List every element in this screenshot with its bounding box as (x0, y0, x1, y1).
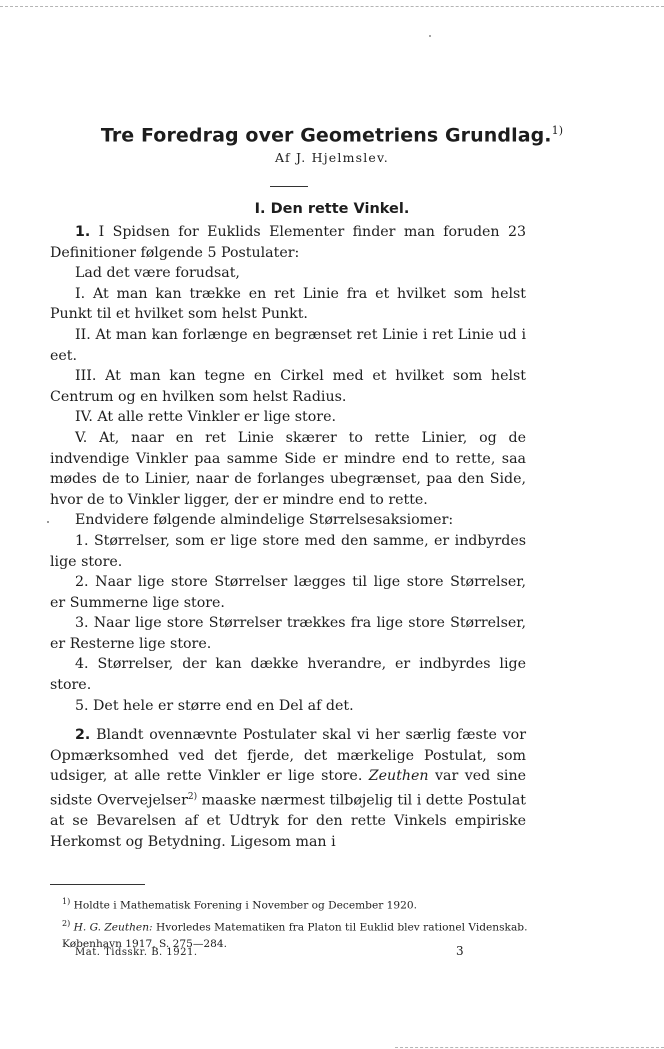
axioms-lead: Endvidere følgende almindelige Størrelsesaksiomer: (75, 512, 454, 529)
footnote-text: Holdte i Mathematisk Forening i November og December 1920. (73, 899, 417, 912)
footnote-author: H. G. Zeuthen: (73, 921, 153, 934)
footnote-mark: 1) (62, 897, 71, 906)
footnote-divider (50, 884, 145, 885)
scan-edge-bottom (395, 1047, 664, 1048)
page-number: 3 (456, 944, 464, 958)
paragraph-2 (50, 725, 526, 852)
postulate-item: IV. At alle rette Vinkler er lige store. (75, 409, 336, 426)
title-divider (270, 186, 308, 187)
axiom-item: 2. Naar lige store Størrelser lægges til lige store Størrelser, er Summerne lige store. (50, 574, 526, 611)
postulate-item: V. At, naar en ret Linie skærer to rette Linier, og de indvendige Vinkler paa samme Side er mindre end to rette, saa mødes de to Linier, naar de forlanges ubegrænset, paa den Side, hvor de to Vinkler ligger, der er mindre end to rette. (50, 429, 526, 508)
paragraph-number: 2. (75, 727, 91, 744)
axiom-item: 1. Størrelser, som er lige store med den samme, er indbyrdes lige store. (50, 532, 526, 570)
footnote-1 (62, 893, 530, 915)
axiom-item: 5. Det hele er større end en Del af det. (75, 697, 354, 714)
journal-footer: Mat. Tidsskr. B. 1921. (75, 947, 198, 958)
paragraph-text: maaske nærmest tilbøjelig til i dette Postulat at se Bevarelsen af et Udtryk for den rette Vinkels empiriske Herkomst og Betydning. Ligesom man i (50, 792, 526, 850)
postulate-item: II. At man kan forlænge en begrænset ret Linie i ret Linie ud i eet. (50, 326, 526, 364)
footnote-ref: 2) (187, 792, 198, 803)
axiom-item: 4. Størrelser, der kan dække hverandre, er indbyrdes lige store. (50, 656, 526, 694)
paragraph-1 (50, 222, 526, 263)
paragraph-text: I Spidsen for Euklids Elementer finder man foruden 23 Definitioner følgende 5 Postulater: (50, 224, 526, 261)
author-reference: Zeuthen (368, 768, 429, 785)
article-title (0, 124, 664, 146)
paragraph-number: 1. (75, 224, 91, 240)
paragraph-text: Blandt ovennævnte Postulater skal vi her særlig fæste vor Opmærksomhed ved det fjerde, det mærkelige Postulat, som udsiger, at alle rette Vinkler er lige store. (50, 727, 527, 785)
axiom-item: 3. Naar lige store Størrelser trækkes fra lige store Størrelser, er Resterne lige store. (50, 615, 526, 652)
footnote-mark: 2) (62, 918, 71, 928)
section-heading: I. Den rette Vinkel. (254, 201, 410, 217)
scan-edge-top (0, 6, 664, 7)
title-text: Tre Foredrag over Geometriens Grundlag. (100, 124, 552, 147)
postulate-lead: Lad det være forudsat, (75, 265, 240, 282)
scan-speck (47, 521, 49, 523)
author-line: Af J. Hjelmslev. (275, 150, 389, 165)
title-footnote-ref: 1) (551, 124, 564, 137)
postulate-item: III. At man kan tegne en Cirkel med et hvilket som helst Centrum og en hvilken som helst Radius. (50, 368, 526, 405)
postulate-item: I. At man kan trække en ret Linie fra et hvilket som helst Punkt til et hvilket som helst Punkt. (50, 285, 526, 323)
footnote-text: Hvorledes Matematiken fra Platon til Euklid blev rationel Videnskab. København 1917, S. 275—284. (62, 921, 528, 951)
paragraph-gap (50, 716, 526, 725)
body-text (50, 222, 526, 853)
scan-speck (429, 35, 431, 37)
paragraph-text: var ved sine sidste Overvejelser (50, 768, 527, 809)
